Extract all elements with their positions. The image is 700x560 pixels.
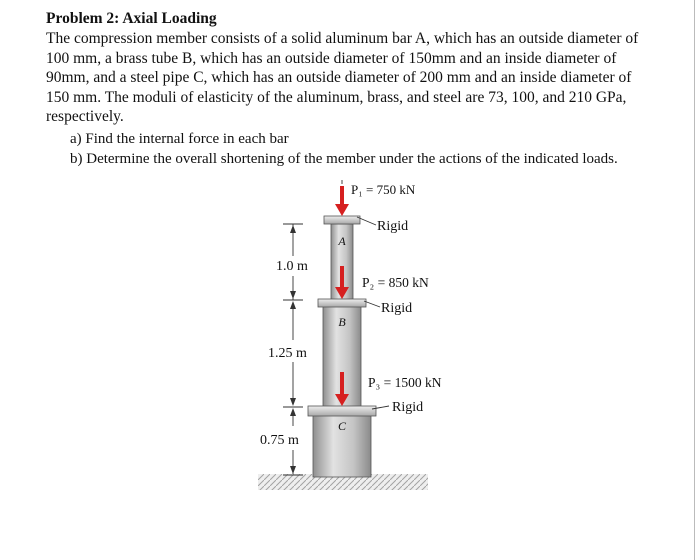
question-b: b) Determine the overall shortening of the member under the actions of the indicated loads.: [70, 151, 618, 167]
question-a: a) Find the internal force in each bar: [70, 131, 289, 147]
statement-line: respectively.: [46, 108, 124, 126]
load-label-p3: P₃ = 1500 kN: [368, 375, 442, 390]
statement-line: The compression member consists of a solid aluminum bar A, which has an outside diameter of: [46, 30, 639, 47]
rigid-label-lower: Rigid: [392, 400, 424, 415]
load-arrow-p1: [335, 186, 349, 216]
rigid-label-middle: Rigid: [381, 301, 413, 316]
length-label-a: 1.0 m: [276, 259, 308, 274]
load-label-p1: P₁ = 750 kN: [351, 182, 416, 197]
segment-c-label: C: [337, 419, 347, 433]
rigid-plate-lower: [308, 406, 376, 416]
load-label-p2: P₂ = 850 kN: [362, 275, 429, 290]
length-label-c: 0.75 m: [260, 433, 299, 448]
length-label-b: 1.25 m: [268, 346, 307, 361]
problem-title: Problem 2: Axial Loading: [46, 10, 217, 27]
rigid-label-top: Rigid: [377, 219, 409, 234]
rigid-plate-top: [324, 216, 360, 224]
rigid-plate-middle: [318, 299, 366, 307]
statement-line: 90mm, and a steel pipe C, which has an outside diameter of 200 mm and an inside diameter of: [46, 69, 632, 87]
statement-line: 150 mm. The moduli of elasticity of the aluminum, brass, and steel are 73, 100, and 210 GPa,: [46, 88, 627, 106]
segment-a-label: A: [338, 234, 346, 248]
segment-b-label: B: [338, 315, 346, 329]
statement-line: 100 mm, a brass tube B, which has an outside diameter of 150mm and an inside diameter of: [46, 49, 617, 67]
